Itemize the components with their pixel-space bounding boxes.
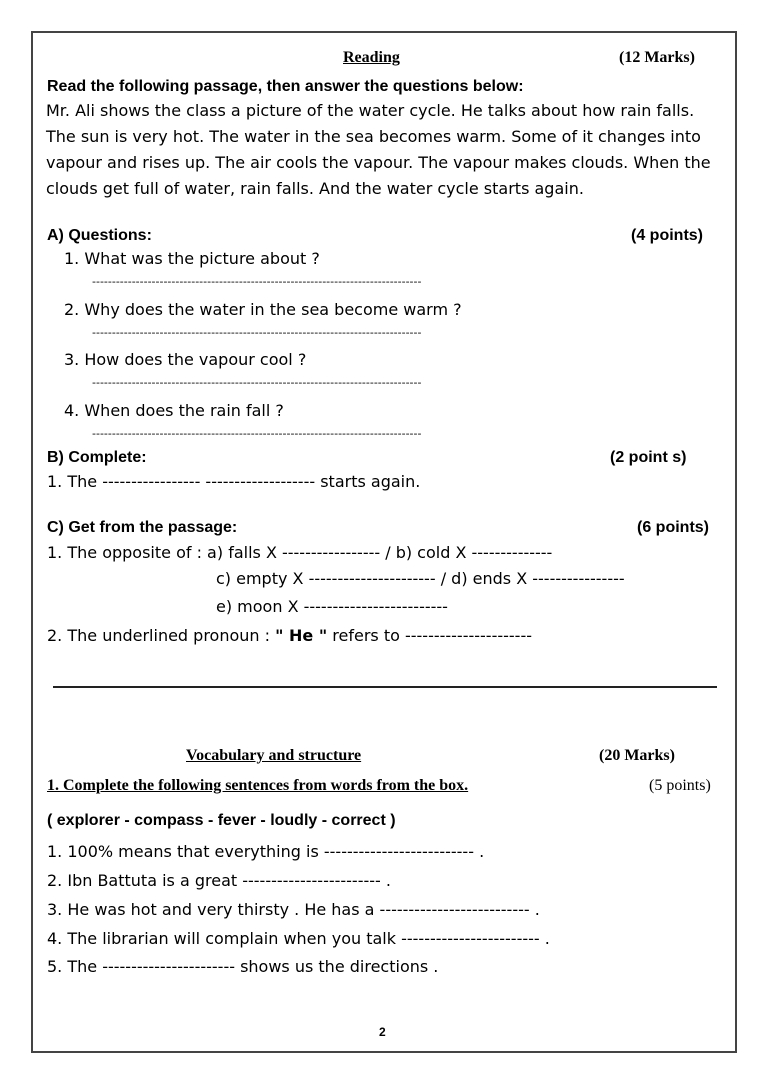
- question-2: 2. Why does the water in the sea become warm ?: [64, 300, 462, 319]
- reading-instruction: Read the following passage, then answer the questions below:: [47, 78, 524, 95]
- vocab-sentence-3: 3. He was hot and very thirsty . He has a -------------------------- .: [47, 900, 540, 919]
- section-divider: [53, 686, 717, 688]
- complete-heading: B) Complete:: [47, 449, 147, 466]
- vocab-q1-points: (5 points): [649, 777, 711, 794]
- pronoun-he: " He ": [275, 626, 328, 645]
- vocab-sentence-5: 5. The ----------------------- shows us the directions .: [47, 957, 439, 976]
- vocab-sentence-4: 4. The librarian will complain when you talk ------------------------ .: [47, 929, 550, 948]
- answer-line-1[interactable]: -----------------------------------------------------------------------------------: [92, 275, 422, 288]
- get-from-passage-heading: C) Get from the passage:: [47, 519, 238, 536]
- reading-title: Reading: [343, 49, 400, 66]
- vocab-sentence-1: 1. 100% means that everything is -------------------------- .: [47, 842, 485, 861]
- answer-line-4[interactable]: -----------------------------------------------------------------------------------: [92, 427, 422, 440]
- opposite-line-1: 1. The opposite of : a) falls X ----------------- / b) cold X --------------: [47, 543, 553, 562]
- questions-heading: A) Questions:: [47, 227, 152, 244]
- get-from-passage-points: (6 points): [637, 519, 709, 536]
- answer-line-3[interactable]: -----------------------------------------------------------------------------------: [92, 376, 422, 389]
- pronoun-question-suffix: refers to ----------------------: [327, 626, 532, 645]
- question-4: 4. When does the rain fall ?: [64, 401, 284, 420]
- questions-points: (4 points): [631, 227, 703, 244]
- reading-marks: (12 Marks): [619, 49, 695, 66]
- vocab-q1-heading: 1. Complete the following sentences from words from the box.: [47, 777, 469, 794]
- reading-passage: Mr. Ali shows the class a picture of the water cycle. He talks about how rain falls. The sun is very hot. The water in the sea becomes warm. Some of it changes into vapour and rises up. The air cools the vapour. The vapour makes clouds. When the clouds get full of water, rain falls. And the water cycle starts again.: [46, 101, 711, 198]
- complete-item-1: 1. The ----------------- ------------------- starts again.: [47, 472, 421, 491]
- page-number: 2: [379, 1025, 386, 1039]
- opposite-line-2: c) empty X ---------------------- / d) ends X ----------------: [216, 569, 625, 588]
- pronoun-question: [47, 626, 532, 645]
- opposite-line-3: e) moon X -------------------------: [216, 597, 448, 616]
- vocabulary-marks: (20 Marks): [599, 747, 675, 764]
- word-box: ( explorer - compass - fever - loudly - correct ): [47, 812, 396, 829]
- vocabulary-title: Vocabulary and structure: [186, 747, 362, 764]
- answer-line-2[interactable]: -----------------------------------------------------------------------------------: [92, 326, 422, 339]
- question-1: 1. What was the picture about ?: [64, 249, 320, 268]
- complete-points: (2 point s): [610, 449, 687, 466]
- question-3: 3. How does the vapour cool ?: [64, 350, 307, 369]
- pronoun-question-prefix: 2. The underlined pronoun :: [47, 626, 276, 645]
- vocab-sentence-2: 2. Ibn Battuta is a great ------------------------ .: [47, 871, 391, 890]
